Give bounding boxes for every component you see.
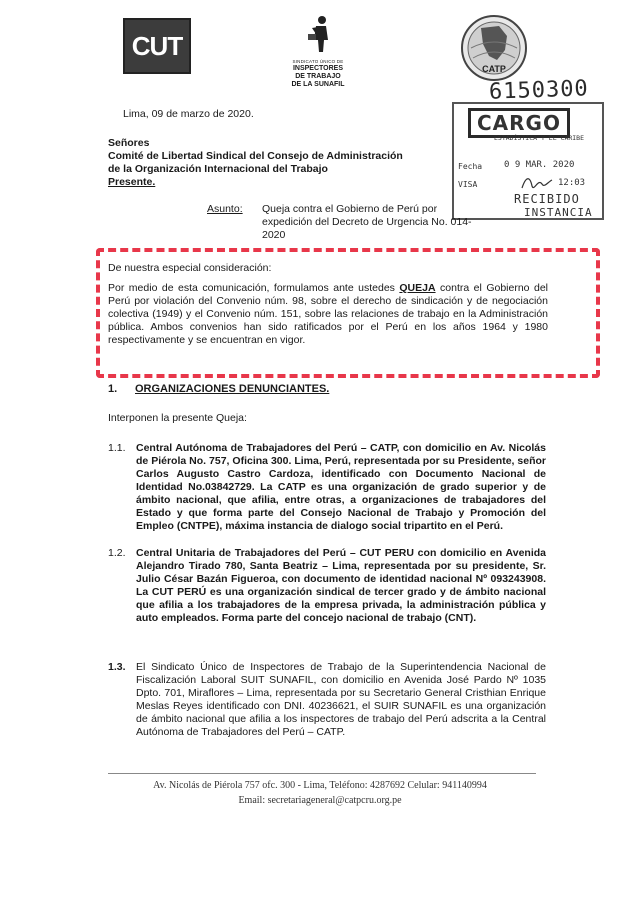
stamp-time-value: 12:03 <box>558 178 586 188</box>
intro-text-a: Por medio de esta comunicación, formulamos ante ustedes <box>108 282 400 294</box>
list-item <box>136 442 546 533</box>
stamp-fecha-value: 0 9 MAR. 2020 <box>504 160 575 170</box>
item-normal-text: El Sindicato Único de Inspectores de Trabajo de la Superintendencia Nacional de Fiscalización Laboral SUIT SUNAFIL, con domicilio en Avenida José Pardo Nº 1035 Dpto. 701, Miraflores – Lima, representada por su Secretario General Cristhian Enrique Meslas Reyes identificado con DNI. 40236621, el SUIR SUNAFIL es una organización de ámbito nacional que afilia a los inspectores de trabajo del Perú adscrita a la Central Autónoma de Trabajadores del Perú – CATP. <box>136 661 546 738</box>
cut-logo <box>123 18 191 74</box>
stamp-fecha-label: Fecha <box>458 162 483 171</box>
asunto-text: Queja contra el Gobierno de Perú por expedición del Decreto de Urgencia No. 014-2020 <box>262 203 472 241</box>
sunafil-line1: INSPECTORES <box>292 65 344 72</box>
catp-logo <box>459 14 529 84</box>
recipient-line: Presente. <box>108 176 156 188</box>
recipient-line: Señores <box>108 137 150 149</box>
footer-divider <box>108 773 536 774</box>
item-number: 1.2. <box>108 547 126 559</box>
intro-text-b: contra el Gobierno del Perú por violación del Convenio núm. 98, sobre el derecho de sindicación y de negociación colectiva (1949) y el Convenio núm. 151, sobre las relaciones de trabajo en la Administración pública. Ambos convenios han sido ratificados por el Perú en los años 1964 y 1980 respectivamente y se encuentran en vigor. <box>108 282 548 346</box>
sunafil-line3: DE LA SUNAFIL <box>291 81 345 88</box>
stamp-recibido: RECIBIDO <box>514 192 580 206</box>
recipient-line: de la Organización Internacional del Trabajo <box>108 163 328 175</box>
letter-date: Lima, 09 de marzo de 2020. <box>123 108 254 120</box>
list-item <box>136 547 546 625</box>
section-title: ORGANIZACIONES DENUNCIANTES. <box>135 383 330 395</box>
greeting: De nuestra especial consideración: <box>108 262 272 274</box>
cargo-label: CARGO <box>468 108 570 138</box>
sunafil-small-text: SINDICATO ÚNICO DE <box>292 59 344 64</box>
section-number: 1. <box>108 383 118 395</box>
list-item <box>136 661 546 739</box>
item-bold-text: Central Unitaria de Trabajadores del Perú – CUT PERU con domicilio en Avenida Alejandro Tirado 780, Santa Beatriz – Lima, representada por su presidente, Sr. Julio César Bazán Figueroa, con documento de identidad nacional Nº 093243908. La CUT PERÚ es una organización sindical de tercer grado y de ámbito nacional que afilia a los trabajadores de la empresa privada, la administración pública y auto empleados. Forma parte del concejo nacional de trabajo (CNT). <box>136 547 546 624</box>
cut-logo-text: CUT <box>131 30 183 61</box>
inspector-figure-icon <box>298 14 338 54</box>
queja-word: QUEJA <box>399 282 436 294</box>
handwritten-number: 6150300 <box>488 76 590 105</box>
sunafil-line2: DE TRABAJO <box>295 73 341 80</box>
intro-paragraph <box>108 282 548 347</box>
recipient-line: Comité de Libertad Sindical del Consejo de Administración <box>108 150 403 162</box>
interponen-text: Interponen la presente Queja: <box>108 412 247 424</box>
footer-email: Email: secretariageneral@catpcru.org.pe <box>238 795 402 806</box>
stamp-instancia: INSTANCIA <box>524 206 593 219</box>
item-number: 1.1. <box>108 442 126 454</box>
item-bold-text: Central Autónoma de Trabajadores del Perú – CATP, con domicilio en Av. Nicolás de Piérola No. 757, Oficina 300. Lima, Perú, representada por su Presidente, señor Carlos Augusto Castro Cardoza, identificado con Documento Nacional de Identidad No.03842729. La CATP es una organización de grado superior y de ámbito nacional, que afilia, entre otras, a organizaciones de trabajadores del Estado y que forma parte del Consejo Nacional de Trabajo y Promoción del Empleo (CNTPE), máxima instancia de dialogo social tripartito en el Perú. <box>136 442 546 532</box>
sunafil-logo <box>282 14 354 89</box>
item-number: 1.3. <box>108 661 126 673</box>
signature-icon <box>520 174 554 192</box>
footer-address: Av. Nicolás de Piérola 757 ofc. 300 - Lima, Teléfono: 4287692 Celular: 941140994 <box>153 780 487 791</box>
stamp-visa-label: VISA <box>458 180 478 189</box>
asunto-label: Asunto: <box>207 203 243 215</box>
stamp-subtitle: ESTADÍSTICA Y EL CARIBE <box>494 134 585 142</box>
recipient-block <box>108 137 448 189</box>
catp-logo-text: CATP <box>482 64 506 74</box>
